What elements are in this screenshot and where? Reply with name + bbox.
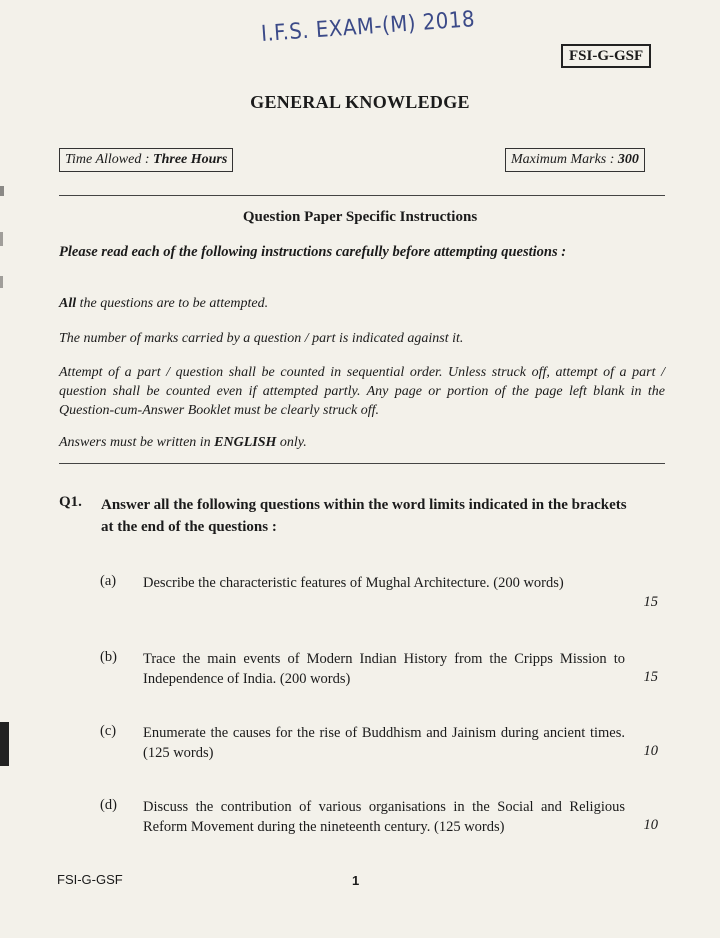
- part-label: (c): [100, 723, 117, 739]
- page-number: 1: [352, 873, 360, 888]
- max-marks-value: 300: [617, 152, 639, 167]
- part-marks: 10: [643, 817, 658, 833]
- instructions-heading: Question Paper Specific Instructions: [242, 209, 478, 225]
- time-allowed-label: Time Allowed :: [65, 152, 154, 167]
- time-allowed-box: [59, 148, 233, 172]
- instruction-text: Answers must be written in: [59, 435, 215, 450]
- question-number: Q1.: [59, 494, 82, 510]
- part-text: Trace the main events of Modern Indian History from the Cripps Mission to Independence of India. (200 words): [143, 651, 625, 687]
- instruction-item: Attempt of a part / question shall be counted in sequential order. Unless struck off, attempt of a part / question shall be counted even if attempted partly. Any page or portion of the page left blank in the Question-cum-Answer Booklet must be clearly struck off.: [59, 365, 665, 418]
- part-text: Enumerate the causes for the rise of Buddhism and Jainism during ancient times. (125 words): [143, 725, 625, 761]
- question-text: Answer all the following questions within the word limits indicated in the brackets at the end of the questions :: [101, 497, 627, 535]
- exam-stamp: I.F.S. EXAM-(M) 2018: [260, 7, 476, 47]
- part-text: Describe the characteristic features of Mughal Architecture. (200 words): [143, 575, 564, 591]
- footer-paper-code: FSI-G-GSF: [57, 872, 123, 887]
- part-text: Discuss the contribution of various organisations in the Social and Religious Reform Movement during the nineteenth century. (125 words): [143, 799, 625, 835]
- bottom-divider: [59, 463, 665, 464]
- part-label: (b): [100, 649, 117, 665]
- scan-edge-mark: [0, 276, 3, 288]
- scan-edge-mark: [0, 722, 9, 766]
- part-label: (d): [100, 797, 117, 813]
- instructions-lead: Please read each of the following instructions carefully before attempting questions :: [59, 244, 567, 260]
- part-label: (a): [100, 573, 117, 589]
- instruction-item: [59, 294, 665, 313]
- instruction-tail: only.: [276, 435, 307, 450]
- time-allowed-value: Three Hours: [153, 152, 228, 167]
- instruction-prefix: All: [59, 296, 77, 311]
- instruction-text: the questions are to be attempted.: [76, 296, 269, 311]
- paper-code-box: FSI-G-GSF: [561, 44, 651, 68]
- part-marks: 10: [643, 743, 658, 759]
- top-divider: [59, 195, 665, 196]
- part-marks: 15: [643, 669, 658, 685]
- page-title: GENERAL KNOWLEDGE: [250, 92, 470, 112]
- instruction-item: [59, 433, 665, 452]
- max-marks-label: Maximum Marks :: [511, 152, 618, 167]
- part-marks: 15: [643, 594, 658, 610]
- instruction-item: The number of marks carried by a question / part is indicated against it.: [59, 331, 464, 346]
- scan-edge-mark: [0, 186, 4, 196]
- scan-edge-mark: [0, 232, 3, 246]
- instruction-bold: ENGLISH: [214, 435, 277, 450]
- max-marks-box: [505, 148, 645, 172]
